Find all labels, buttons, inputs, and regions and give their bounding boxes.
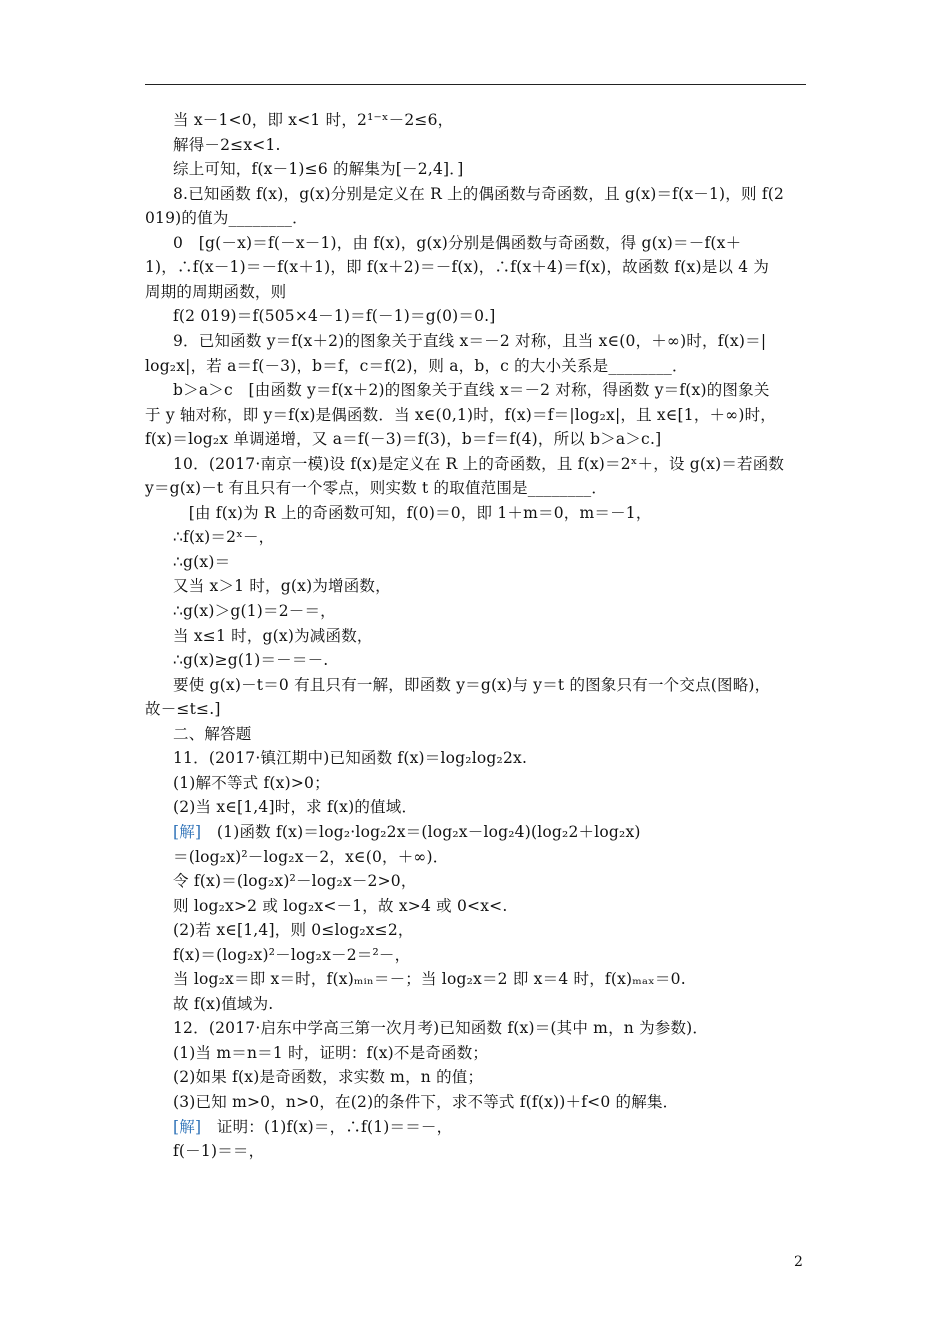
line-text: f(2 019)＝f(505×4－1)＝f(－1)＝g(0)＝0.]: [173, 307, 496, 326]
line-text: 1)，∴f(x－1)＝－f(x＋1)，即 f(x＋2)＝－f(x)，∴f(x＋4)＝f(x)，故函数 f(x)是以 4 为: [145, 258, 770, 277]
text-line: [173, 380, 770, 400]
text-line: [173, 552, 230, 572]
line-text: (1)函数 f(x)＝log₂·log₂2x＝(log₂x－log₂4)(log₂2＋log₂x): [201, 822, 641, 841]
text-line: [173, 527, 274, 547]
solution-tag: [解]: [173, 822, 202, 841]
line-text: 证明：(1)f(x)＝，∴f(1)＝＝－，: [201, 1117, 453, 1136]
line-text: f(x)＝log₂x 单调递增，又 a＝f(－3)＝f(3)，b＝f＝f(4)，所以 b＞a＞c.]: [145, 430, 662, 449]
text-line: [173, 576, 391, 596]
solution-tag: [解]: [173, 1117, 202, 1136]
line-text: (2)如果 f(x)是奇函数，求实数 m，n 的值；: [173, 1068, 484, 1087]
text-line: [173, 626, 373, 646]
text-line: [173, 969, 686, 989]
line-text: 019)的值为________．: [145, 209, 308, 228]
text-line: [173, 675, 770, 695]
line-text: ∴g(x)＞g(1)＝2－＝，: [173, 602, 336, 620]
line-text: (1)解不等式 f(x)>0；: [173, 773, 330, 792]
line-text: 则 log₂x>2 或 log₂x<－1，故 x>4 或 0<x<.: [173, 896, 508, 915]
text-line: [173, 847, 449, 867]
text-line: [145, 282, 286, 302]
line-text: 令 f(x)＝(log₂x)²－log₂x－2>0，: [173, 872, 417, 891]
line-text: 9．已知函数 y＝f(x＋2)的图象关于直线 x＝－2 对称，且当 x∈(0，＋∞)时，f(x)＝|: [173, 331, 767, 350]
text-line: [173, 1043, 488, 1063]
text-line: [173, 920, 414, 940]
text-line: [173, 994, 273, 1014]
text-line: [173, 306, 496, 326]
line-text: (2)若 x∈[1,4]，则 0≤log₂x≤2，: [173, 921, 414, 940]
line-text: 12．(2017·启东中学高三第一次月考)已知函数 f(x)＝(其中 m，n 为参数)．: [173, 1019, 709, 1038]
line-text: 解得－2≤x<1.: [173, 135, 281, 154]
text-line: [173, 184, 784, 204]
text-line: [173, 1018, 708, 1038]
text-line: [173, 110, 453, 130]
text-line: [173, 454, 784, 474]
text-line: [145, 478, 607, 498]
line-text: 11．(2017·镇江期中)已知函数 f(x)＝log₂log₂2x.: [173, 749, 528, 768]
text-line: [173, 1067, 483, 1087]
text-line: [173, 1117, 452, 1137]
line-text: f(x)＝(log₂x)²－log₂x－2＝²－，: [173, 945, 411, 964]
text-line: [173, 233, 741, 253]
line-text: [由 f(x)为 R 上的奇函数可知，f(0)＝0，即 1＋m＝0，m＝－1，: [173, 503, 652, 522]
line-text: 8.已知函数 f(x)，g(x)分别是定义在 R 上的偶函数与奇函数，且 g(x)＝f(x－1)，则 f(2: [173, 184, 785, 203]
line-text: 当 x－1<0，即 x<1 时，2¹⁻ˣ－2≤6，: [173, 111, 454, 129]
text-line: [145, 405, 776, 425]
text-line: [173, 724, 252, 744]
text-line: [173, 135, 281, 155]
header-rule: [145, 84, 806, 85]
text-line: [173, 773, 330, 793]
text-line: [173, 871, 417, 891]
line-text: 0 [g(－x)＝f(－x－1)，由 f(x)，g(x)分别是偶函数与奇函数，得 g(x)＝－f(x＋: [173, 233, 742, 252]
text-line: [145, 257, 769, 277]
line-text: 10．(2017·南京一模)设 f(x)是定义在 R 上的奇函数，且 f(x)＝2ˣ＋，设 g(x)＝若函数: [173, 454, 785, 473]
line-text: 又当 x＞1 时，g(x)为增函数，: [173, 577, 391, 596]
line-text: (3)已知 m>0，n>0，在(2)的条件下，求不等式 f(f(x))＋f<0 的解集．: [173, 1093, 679, 1111]
text-line: [173, 331, 766, 351]
line-text: ＝(log₂x)²－log₂x－2，x∈(0，＋∞)．: [173, 847, 449, 866]
text-line: [173, 1141, 264, 1161]
line-text: 综上可知，f(x－1)≤6 的解集为[－2,4]．]: [173, 160, 464, 179]
line-text: log₂x|，若 a＝f(－3)，b＝f，c＝f(2)，则 a，b，c 的大小关系是________．: [145, 356, 688, 375]
line-text: ∴g(x)≥g(1)＝－＝－.: [173, 651, 329, 670]
line-text: 当 x≤1 时，g(x)为减函数，: [173, 626, 373, 645]
line-text: (2)当 x∈[1,4]时，求 f(x)的值域．: [173, 798, 418, 817]
line-text: 二、解答题: [173, 724, 252, 743]
text-line: [173, 896, 508, 916]
line-text: f(－1)＝＝，: [173, 1142, 265, 1161]
line-text: b＞a＞c [由函数 y＝f(x＋2)的图象关于直线 x＝－2 对称，得函数 y＝f(x)的图象关: [173, 381, 770, 400]
line-text: 故－≤t≤.]: [145, 700, 221, 719]
text-line: [173, 748, 527, 768]
line-text: ∴g(x)＝: [173, 552, 231, 571]
text-line: [173, 945, 410, 965]
text-line: [173, 159, 463, 179]
line-text: 周期的周期函数，则: [145, 282, 287, 301]
text-line: [173, 822, 641, 842]
text-line: [145, 699, 221, 719]
line-text: ∴f(x)＝2ˣ－，: [173, 528, 275, 547]
text-line: [173, 650, 328, 670]
text-line: [145, 429, 661, 449]
text-line: [173, 503, 652, 523]
line-text: 当 log₂x＝即 x＝时，f(x)ₘᵢₙ＝－；当 log₂x＝2 即 x＝4 时，f(x)ₘₐₓ＝0.: [173, 970, 686, 989]
text-line: [173, 601, 336, 621]
text-line: [173, 1092, 678, 1112]
text-line: [145, 356, 688, 376]
line-text: 要使 g(x)－t＝0 有且只有一解，即函数 y＝g(x)与 y＝t 的图象只有一个交点(图略)，: [173, 675, 771, 694]
text-line: [145, 208, 308, 228]
page-number: 2: [794, 1254, 803, 1270]
line-text: 故 f(x)值域为.: [173, 994, 274, 1013]
line-text: y＝g(x)－t 有且只有一个零点，则实数 t 的取值范围是________．: [145, 479, 608, 498]
line-text: 于 y 轴对称，即 y＝f(x)是偶函数．当 x∈(0,1)时，f(x)＝f＝|log₂x|，且 x∈[1，＋∞)时，: [145, 405, 776, 424]
line-text: (1)当 m＝n＝1 时，证明：f(x)不是奇函数；: [173, 1043, 489, 1062]
text-line: [173, 797, 417, 817]
